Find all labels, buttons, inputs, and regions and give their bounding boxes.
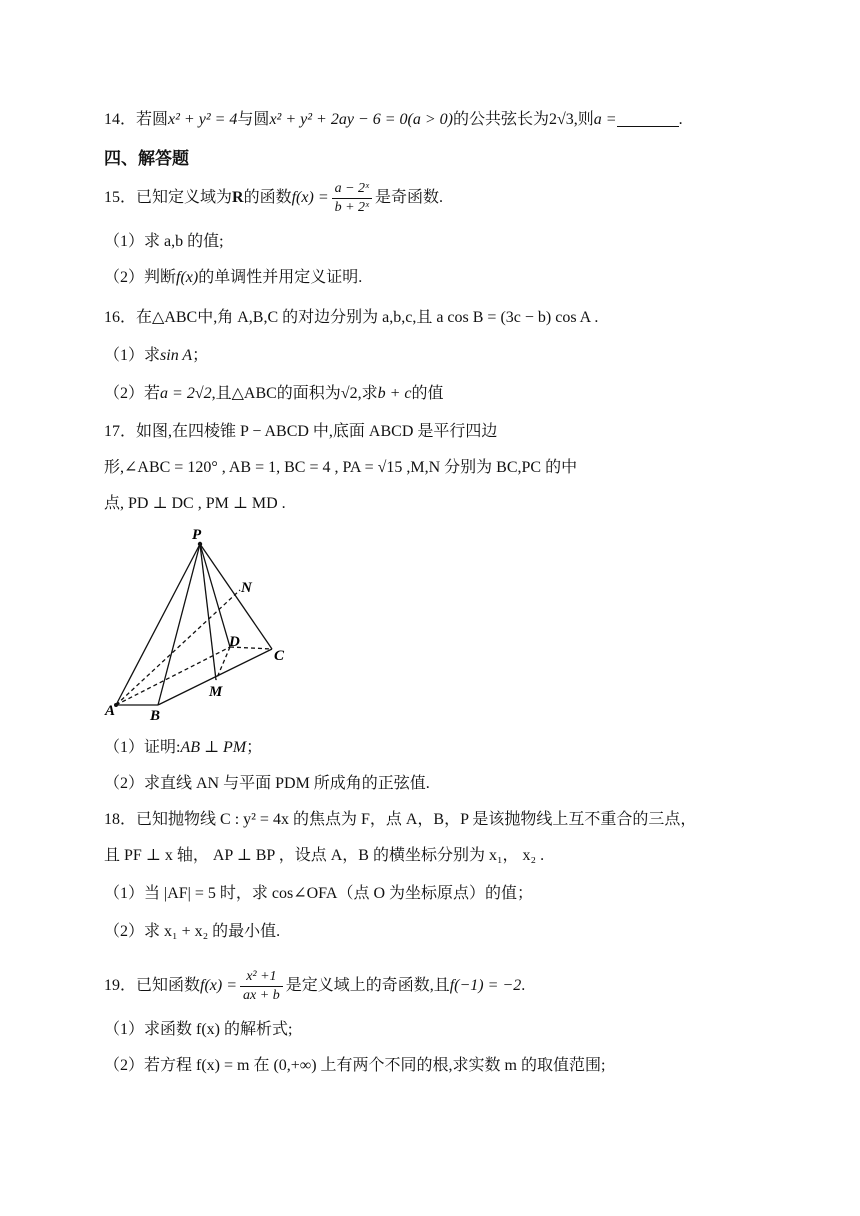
q19-part-1: （1）求函数 f(x) 的解析式; <box>104 1021 293 1038</box>
q15-part-2 <box>104 266 362 290</box>
text: 已知定义域为 <box>136 189 233 207</box>
value: 2√3 <box>549 111 574 128</box>
expression: √2 <box>340 385 358 402</box>
question-19 <box>104 968 525 1005</box>
question-number: 19． <box>104 977 137 995</box>
text: （2）判断 <box>104 269 177 286</box>
equation: x² + y² = 4 <box>168 111 238 128</box>
question-14 <box>104 108 683 132</box>
text: 已知函数 <box>136 977 201 995</box>
q16-part-1 <box>104 344 208 368</box>
text: 的函数 <box>243 189 292 207</box>
label-D: D <box>229 634 240 650</box>
pyramid-figure <box>100 522 300 727</box>
question-18 <box>104 808 696 832</box>
text: 在△ABC中,角 A,B,C 的对边分别为 a,b,c,且 a cos B = (3c − b) cos A . <box>136 309 599 326</box>
answer-var: a = <box>593 111 617 128</box>
section-heading: 四、解答题 <box>104 149 189 169</box>
edge-PA <box>116 544 200 705</box>
label-B: B <box>150 708 161 724</box>
function: f(x) = <box>200 977 238 995</box>
text: ,则 <box>573 111 594 128</box>
text: 的值 <box>411 385 444 402</box>
text: （1）证明: <box>104 739 181 756</box>
edge-DM <box>216 647 230 680</box>
text: ； <box>246 739 263 756</box>
question-16 <box>104 306 598 330</box>
answer-blank[interactable] <box>617 110 679 127</box>
q18-part-1: （1）当 |AF| = 5 时，求 cos∠OFA（点 O 为坐标原点）的值； <box>104 885 533 902</box>
fraction <box>332 180 372 217</box>
expression: b + c <box>377 385 412 402</box>
q17-line-3: 点, PD ⊥ DC , PM ⊥ MD . <box>104 495 286 512</box>
text: ,求 <box>357 385 378 402</box>
text: 的单调性并用定义证明. <box>198 269 363 286</box>
question-number: 14． <box>104 111 137 128</box>
text: . <box>678 111 683 128</box>
edge-PB <box>158 544 200 705</box>
question-17 <box>104 420 497 444</box>
expression: AB ⊥ PM <box>180 739 247 756</box>
numerator: x² +1 <box>240 968 283 987</box>
question-number: 18． <box>104 811 137 828</box>
text: 如图,在四棱锥 P − ABCD 中,底面 ABCD 是平行四边 <box>136 423 498 440</box>
label-N: N <box>241 580 252 596</box>
question-number: 16． <box>104 309 137 326</box>
text: 是定义域上的奇函数,且 <box>285 977 450 995</box>
text: （2）若 <box>104 385 161 402</box>
function: f(x) = <box>291 189 329 207</box>
denominator: b + 2ˣ <box>334 200 370 215</box>
expression: sin A <box>160 347 193 364</box>
q19-part-2: （2）若方程 f(x) = m 在 (0,+∞) 上有两个不同的根,求实数 m 的取值范围; <box>104 1057 606 1074</box>
equation: x² + y² + 2ay − 6 = 0(a > 0) <box>269 111 453 128</box>
edge-PD <box>200 544 230 647</box>
question-number: 15． <box>104 189 137 207</box>
text: （1）求 <box>104 347 161 364</box>
numerator: a − 2ˣ <box>332 180 372 199</box>
text: 若圆 <box>136 111 169 128</box>
fraction <box>240 968 283 1005</box>
label-M: M <box>209 684 223 700</box>
q15-part-1: （1）求 a,b 的值; <box>104 233 224 250</box>
q17-line-2: 形,∠ABC = 120° , AB = 1, BC = 4 , PA = √15 ,M,N 分别为 BC,PC 的中 <box>104 459 578 476</box>
text: ； <box>192 347 209 364</box>
q18-line-2: 且 PF ⊥ x 轴， AP ⊥ BP ，设点 A，B 的横坐标分别为 x₁， x₂ . <box>104 847 545 864</box>
label-C: C <box>274 648 285 664</box>
text: 是奇函数. <box>375 189 444 207</box>
expression: a = 2√2 <box>160 385 212 402</box>
text: 的公共弦长为 <box>452 111 549 128</box>
text: . <box>521 977 526 995</box>
label-A: A <box>105 703 116 719</box>
text: ,且△ABC的面积为 <box>211 385 341 402</box>
question-15 <box>104 180 443 217</box>
question-number: 17． <box>104 423 137 440</box>
text: 与圆 <box>237 111 270 128</box>
condition: f(−1) = −2 <box>449 977 522 995</box>
real-set: R <box>232 189 244 207</box>
q17-part-2: （2）求直线 AN 与平面 PDM 所成角的正弦值. <box>104 775 430 792</box>
q17-part-1 <box>104 736 262 760</box>
q18-part-2: （2）求 x₁ + x₂ 的最小值. <box>104 923 281 940</box>
denominator: ax + b <box>243 988 280 1003</box>
q16-part-2 <box>104 382 444 406</box>
label-P: P <box>192 527 202 543</box>
function: f(x) <box>176 269 199 286</box>
text: 已知抛物线 C : y² = 4x 的焦点为 F，点 A，B，P 是该抛物线上互不重合的三点， <box>136 811 697 828</box>
